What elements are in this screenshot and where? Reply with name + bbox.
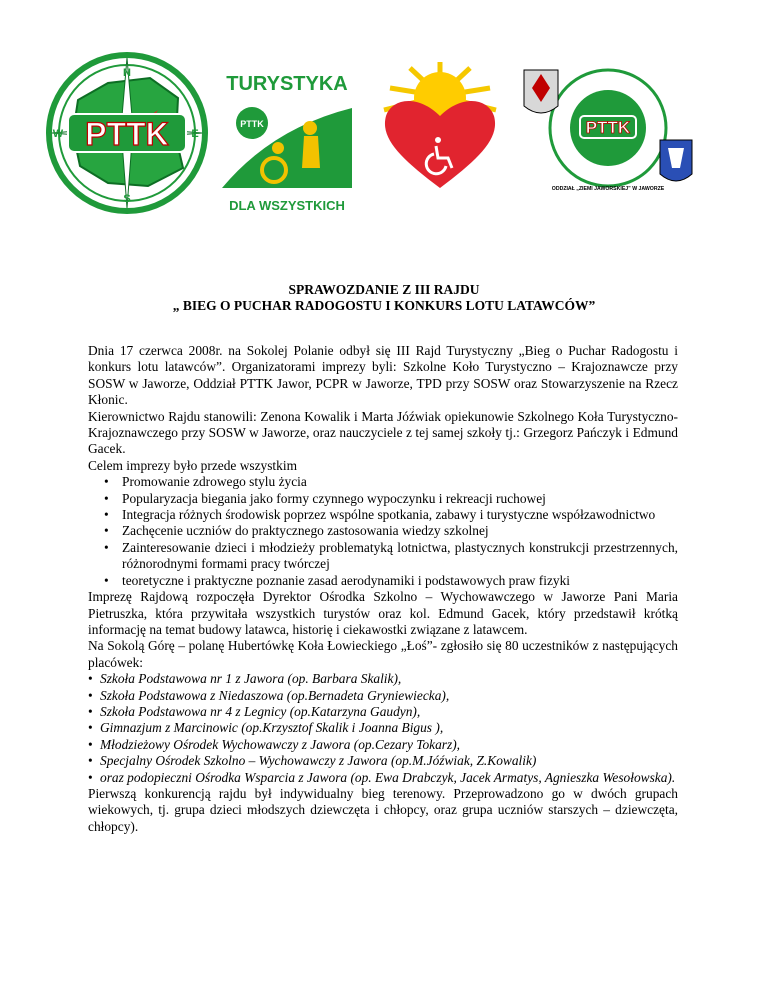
paragraph-first-competition: Pierwszą konkurencją rajdu był indywidualny bieg terenowy. Przeprowadzono go w dwóch grupach wiekowych, tj. grupa dzieci młodszych dziewczęta i chłopcy, oraz grupa uczniów starszych – dziewczęta, chłopcy). <box>88 785 678 834</box>
report-title-line2: „ BIEG O PUCHAR RADOGOSTU I KONKURS LOTU LATAWCÓW” <box>172 298 596 313</box>
paragraph-participants: Na Sokolą Górę – polanę Hubertówkę Koła Łowieckiego „Łoś”- zgłosiło się 80 uczestników z następujących placówek: <box>88 638 678 670</box>
jawor-logo-ring-text: ODDZIAŁ „ZIEMI JAWORSKIEJ” W JAWORZE <box>551 186 665 192</box>
list-item: • Szkoła Podstawowa nr 4 z Legnicy (op.Katarzyna Gaudyn), <box>88 704 678 720</box>
compass-n-label: N <box>123 67 131 79</box>
list-item: • Młodzieżowy Ośrodek Wychowawczy z Jawora (op.Cezary Tokarz), <box>88 737 678 753</box>
compass-e-label: E <box>191 128 199 140</box>
pttk-compass-logo <box>38 48 216 218</box>
compass-s-label: S <box>123 193 131 205</box>
compass-w-label: W <box>52 128 64 140</box>
paragraph-opening: Imprezę Rajdową rozpoczęła Dyrektor Ośrodka Szkolno – Wychowawczego w Jaworze Pani Maria Pietruszka, która przywitała wszystkich turystów oraz kol. Edmund Gacek, który przedstawił krótką informację na temat budowy latawca, historię i ciekawostki związane z latawcem. <box>88 589 678 637</box>
list-item: • teoretyczne i praktyczne poznanie zasad aerodynamiki i podstawowych praw fizyki <box>88 573 678 589</box>
list-item: • Zachęcenie uczniów do praktycznego zastosowania wiedzy szkolnej <box>88 523 678 539</box>
tourism-for-all-logo <box>212 68 362 216</box>
jawor-logo-badge: PTTK <box>585 118 631 137</box>
paragraph-goals-intro: Celem imprezy było przede wszystkim <box>88 457 297 473</box>
paragraph-leadership: Kierownictwo Rajdu stanowili: Zenona Kowalik i Marta Jóźwiak opiekunowie Szkolnego Koła Turystyczno-Krajoznawczego przy SOSW w Jaworze, oraz nauczyciele z tej samej szkoły tj.: Grzegorz Pańczyk i Edmund Gacek. <box>88 408 678 457</box>
list-item: • Gimnazjum z Marcinowic (op.Krzysztof Skalik i Joanna Bigus ), <box>88 720 678 736</box>
pttk-logo-text: PTTK <box>85 116 169 152</box>
logo-banner <box>0 0 768 230</box>
jawor-branch-logo <box>520 64 695 192</box>
schools-list <box>88 671 678 786</box>
paragraph-intro: Dnia 17 czerwca 2008r. na Sokolej Polanie odbył się III Rajd Turystyczny „Bieg o Puchar Radogostu i konkurs lotu latawców”. Organizatorami imprezy byli: Szkolne Koło Turystyczno – Krajoznawcze przy SOSW w Jaworze, Oddział PTTK Jawor, PCPR w Jaworze, TPD przy SOSW oraz Stowarzyszenie na Rzecz Kłonic. <box>88 343 678 408</box>
report-body <box>88 343 678 835</box>
list-item: • Promowanie zdrowego stylu życia <box>88 474 678 490</box>
tourism-logo-bottom-text: DLA WSZYSTKICH <box>229 198 345 213</box>
list-item: • Szkoła Podstawowa z Niedaszowa (op.Bernadeta Gryniewiecka), <box>88 688 678 704</box>
list-item: • Szkoła Podstawowa nr 1 z Jawora (op. Barbara Skalik), <box>88 671 678 687</box>
tourism-logo-badge: PTTK <box>240 119 264 129</box>
list-item: • Zainteresowanie dzieci i młodzieży problematyką lotnictwa, plastycznych konstrukcji przestrzennych, różnorodnymi formami pracy twórczej <box>88 540 678 573</box>
report-title-line1: SPRAWOZDANIE Z III RAJDU <box>288 282 480 297</box>
heart-sun-logo <box>380 58 500 193</box>
goals-list <box>88 474 678 589</box>
tourism-logo-top-text: TURYSTYKA <box>226 73 348 95</box>
list-item: • oraz podopieczni Ośrodka Wsparcia z Jawora (op. Ewa Drabczyk, Jacek Armatys, Agnieszka Wesołowska). <box>88 770 678 786</box>
list-item: • Popularyzacja biegania jako formy czynnego wypoczynku i rekreacji ruchowej <box>88 491 678 507</box>
list-item: • Specjalny Ośrodek Szkolno – Wychowawczy z Jawora (op.M.Jóźwiak, Z.Kowalik) <box>88 753 678 769</box>
list-item: • Integracja różnych środowisk poprzez wspólne spotkania, zabawy i turystyczne współzawodnictwo <box>88 507 678 523</box>
